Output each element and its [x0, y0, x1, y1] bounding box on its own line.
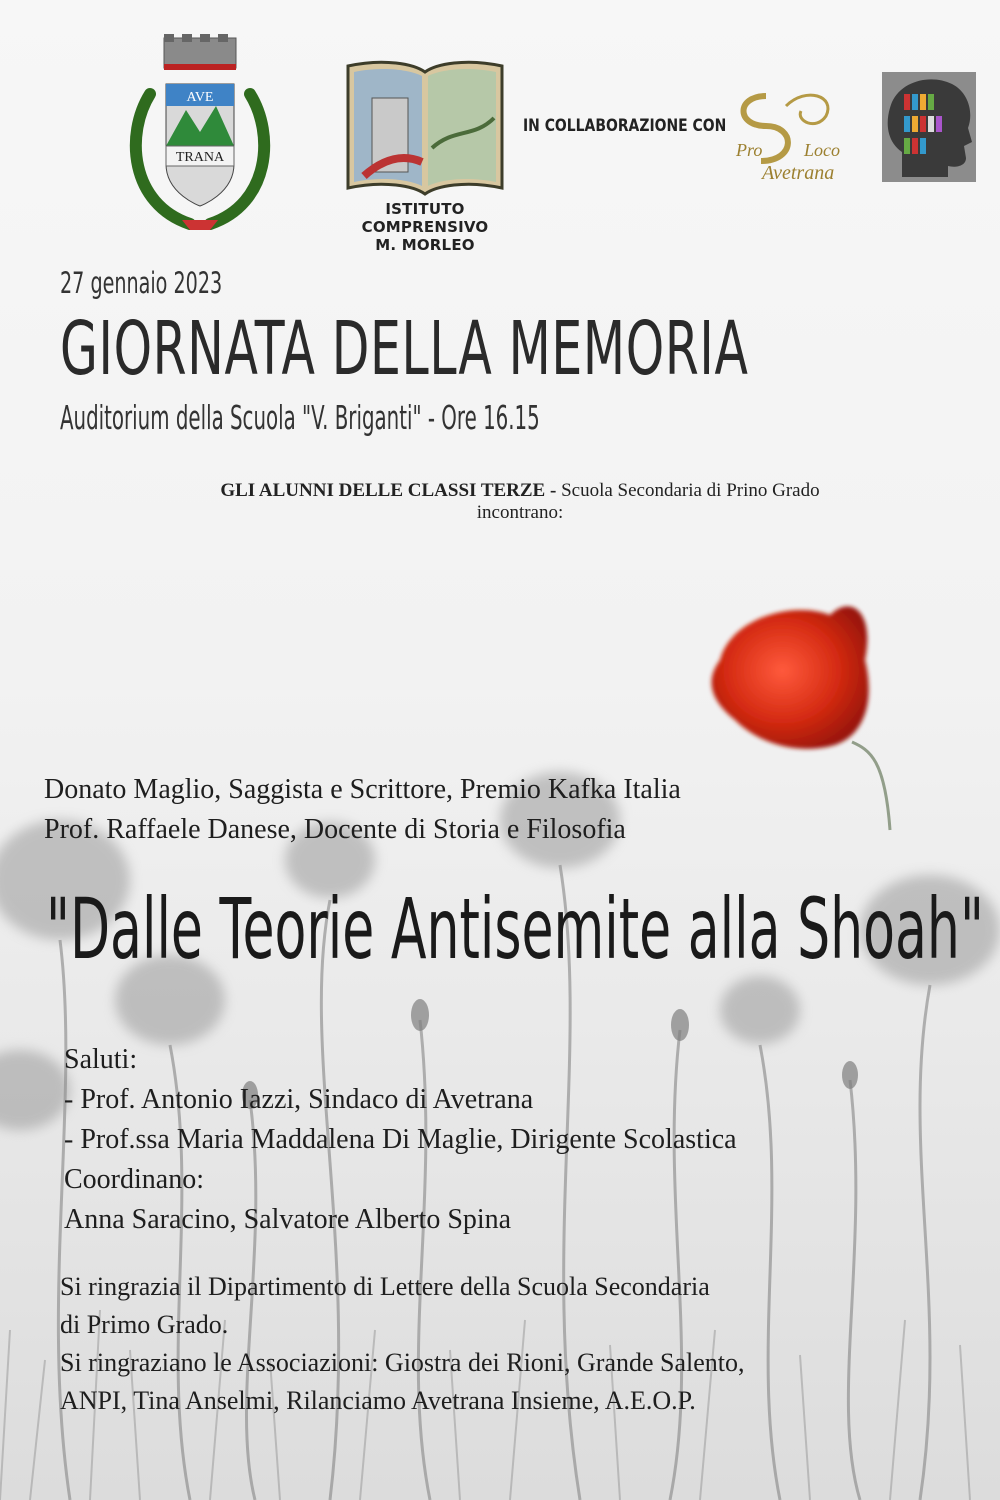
thanks-line: Si ringraziano le Associazioni: Giostra dei Rioni, Grande Salento,	[60, 1348, 745, 1377]
coat-of-arms-text-bottom: TRANA	[175, 150, 225, 165]
event-title: GIORNATA DELLA MEMORIA	[60, 306, 749, 392]
credits-line: - Prof.ssa Maria Maddalena Di Maglie, Dirigente Scolastica	[64, 1124, 737, 1155]
head-bookshelf-logo-icon	[882, 72, 976, 182]
coat-of-arms-text-top: AVE	[186, 90, 214, 105]
pro-loco-word-pro: Pro	[736, 140, 763, 160]
speakers-list	[44, 770, 681, 850]
school-name-line1: ISTITUTO COMPRENSIVO	[361, 200, 489, 236]
event-venue: Auditorium della Scuola "V. Briganti" - Ore 16.15	[60, 398, 540, 437]
intro-rest: Scuola Secondaria di Prino Grado	[556, 480, 820, 501]
school-name-line2: M. MORLEO	[375, 236, 475, 254]
intro-line2: incontrano:	[476, 502, 564, 523]
credits-line: Coordinano:	[64, 1164, 204, 1195]
intro-bold: GLI ALUNNI DELLE CLASSI TERZE -	[220, 480, 557, 501]
talk-title: "Dalle Teorie Antisemite alla Shoah"	[46, 880, 984, 978]
school-name	[320, 200, 530, 254]
event-date: 27 gennaio 2023	[60, 266, 223, 300]
pro-loco-word-avetrana: Avetrana	[762, 162, 835, 184]
pro-loco-logo-icon	[726, 86, 856, 186]
thanks-line: Si ringrazia il Dipartimento di Lettere della Scuola Secondaria	[60, 1272, 710, 1301]
credits-line: Saluti:	[64, 1044, 138, 1075]
speaker-line: Prof. Raffaele Danese, Docente di Storia e Filosofia	[44, 814, 626, 845]
thanks-line: di Primo Grado.	[60, 1310, 229, 1339]
credits-line: Anna Saracino, Salvatore Alberto Spina	[64, 1204, 512, 1235]
credits-block	[64, 1040, 737, 1240]
open-book-logo-icon	[344, 58, 506, 198]
thanks-line: ANPI, Tina Anselmi, Rilanciamo Avetrana Insieme, A.E.O.P.	[60, 1386, 696, 1415]
speaker-line: Donato Maglio, Saggista e Scrittore, Premio Kafka Italia	[44, 774, 681, 805]
coat-of-arms-icon	[120, 34, 280, 244]
collaboration-text: IN COLLABORAZIONE CON	[523, 116, 727, 136]
credits-line: - Prof. Antonio Iazzi, Sindaco di Avetrana	[64, 1084, 534, 1115]
pro-loco-word-loco: Loco	[804, 140, 840, 160]
thanks-block	[60, 1268, 745, 1420]
intro-text	[100, 480, 940, 524]
